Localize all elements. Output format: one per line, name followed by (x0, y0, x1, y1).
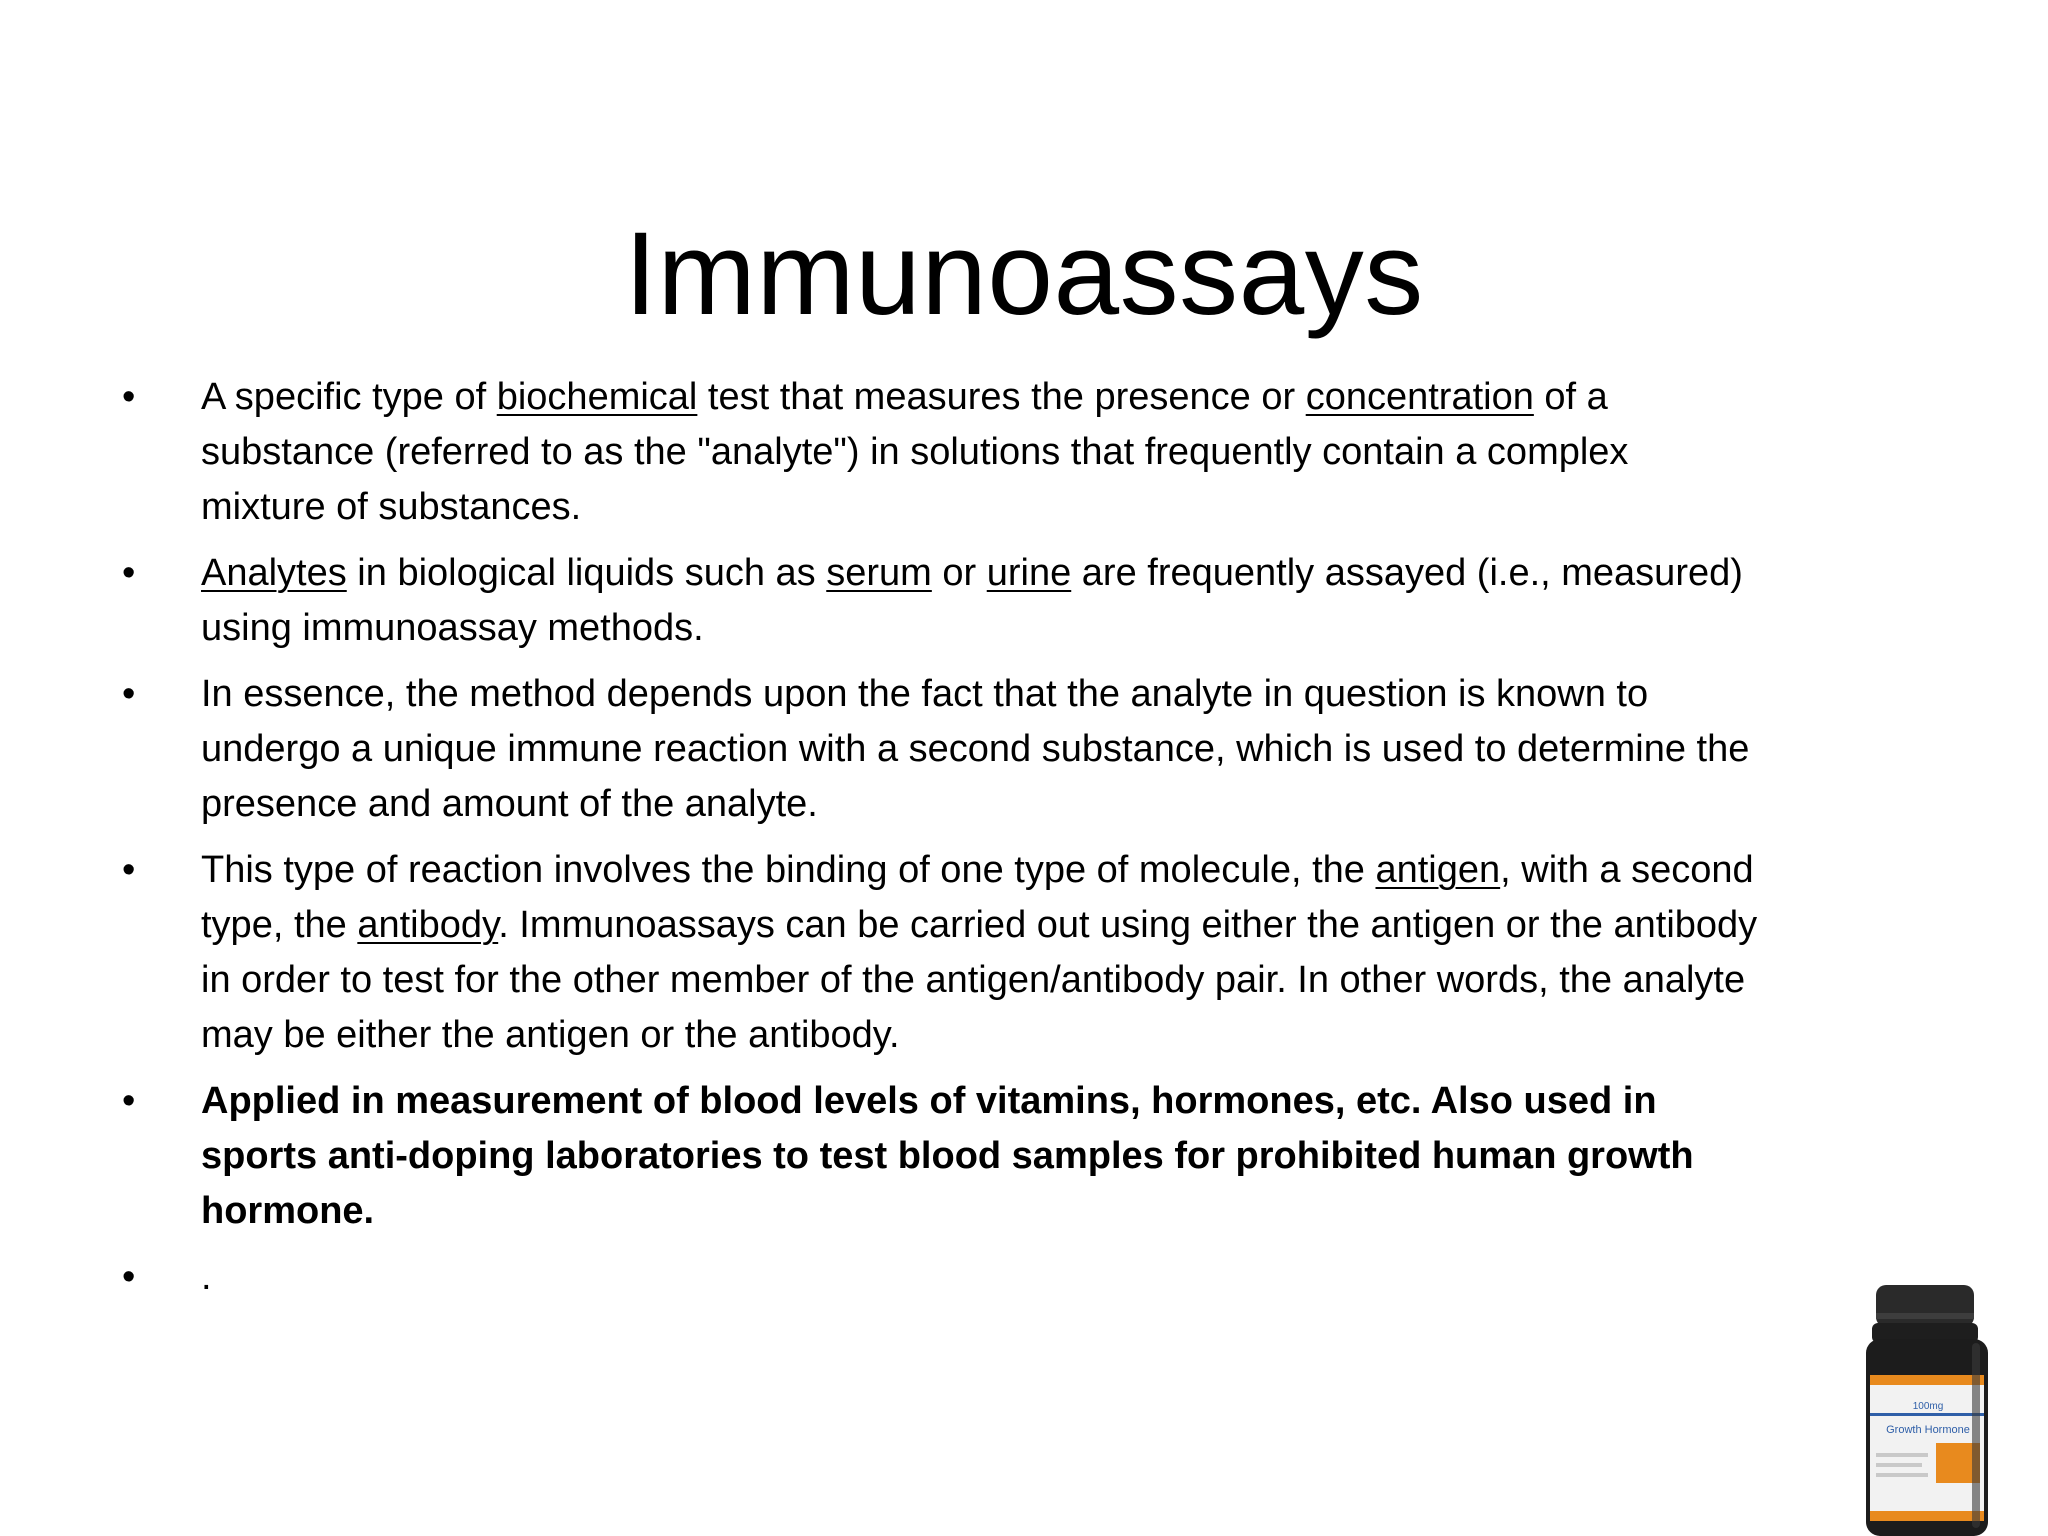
bullet-marker: • (122, 552, 136, 594)
bullet-text-run: or (931, 552, 987, 594)
bullet-item (0, 843, 1760, 1063)
bullet-item (0, 546, 1760, 656)
bottle-label-name: Growth Hormone (1886, 1424, 1970, 1436)
bullet-text-run: This type of reaction involves the binding of one type of molecule, the (201, 849, 1376, 891)
bullet-text (201, 849, 1757, 1056)
bullet-marker: • (122, 849, 136, 891)
supplement-bottle-icon (1862, 1283, 1992, 1536)
bullet-text-run: A specific type of (201, 376, 497, 418)
bullet-item (0, 1074, 1760, 1239)
bullet-text-run: In essence, the method depends upon the fact that the analyte in question is known to undergo a unique immune reaction with a second substance, which is used to determine the presence and amount of the analyte. (201, 673, 1750, 825)
bullet-list (0, 370, 2048, 1316)
bullet-text-run: . (201, 1256, 212, 1298)
bullet-text-run: of a substance (referred to as the "analyte") in solutions that frequently contain a complex mixture of substances. (201, 376, 1629, 528)
underlined-term: biochemical (496, 376, 698, 418)
underlined-term: antibody (357, 904, 499, 946)
bullet-text (201, 1080, 1694, 1232)
bullet-text (201, 1256, 212, 1298)
bullet-marker: • (122, 673, 136, 715)
bullet-text-run: test that measures the presence or (697, 376, 1306, 418)
underlined-term: concentration (1305, 376, 1534, 418)
underlined-term: serum (826, 552, 932, 594)
bullet-marker: • (122, 376, 136, 418)
bullet-marker: • (122, 1080, 136, 1122)
bullet-text-run: , with a second type, the (201, 849, 1754, 946)
bullet-text-run: are frequently assayed (i.e., measured) using immunoassay methods. (201, 552, 1743, 649)
bullet-item (0, 370, 1760, 535)
bullet-text (201, 673, 1749, 825)
slide-title: Immunoassays (624, 208, 1424, 341)
bullet-text-run: Applied in measurement of blood levels of vitamins, hormones, etc. Also used in sports anti-doping laboratories to test blood samples for prohibited human growth hormone. (201, 1080, 1694, 1232)
bullet-item (0, 1250, 1760, 1305)
underlined-term: Analytes (201, 552, 347, 594)
bullet-marker: • (122, 1256, 136, 1298)
underlined-term: urine (986, 552, 1072, 594)
bullet-text-run: in biological liquids such as (346, 552, 827, 594)
bullet-text (201, 376, 1628, 528)
bullet-item (0, 667, 1760, 832)
bullet-text (201, 552, 1743, 649)
bottle-label-dose: 100mg (1912, 1401, 1944, 1412)
bullet-text-run: . Immunoassays can be carried out using either the antigen or the antibody in order to test for the other member of the antigen/antibody pair. In other words, the analyte may be either the antigen or the antibody. (201, 904, 1758, 1056)
underlined-term: antigen (1375, 849, 1501, 891)
